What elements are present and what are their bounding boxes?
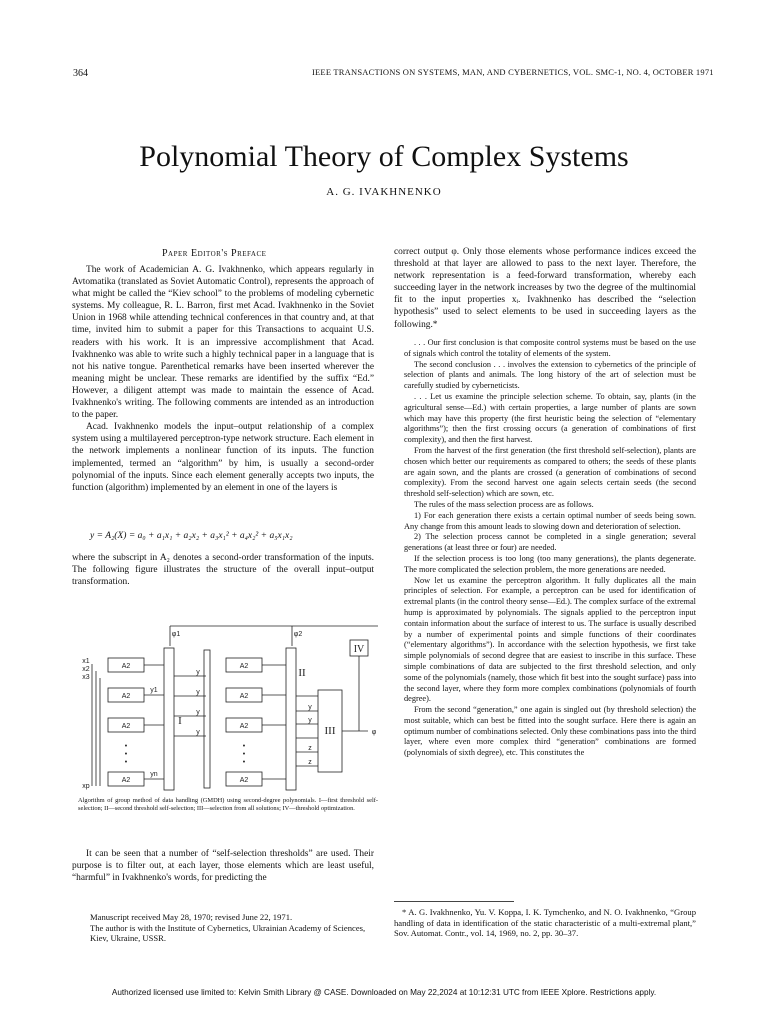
author-name: A. G. IVAKHNENKO [326,186,442,198]
svg-text:φ1: φ1 [171,631,181,638]
quote-paragraph: If the selection process is too long (too many generations), the plants degenerate. The more complicated the selection problem, the more generations are needed. [404,553,696,574]
quote-paragraph: . . . Let us examine the principle selection scheme. To obtain, say, plants (in the agricultural sense—Ed.) with certain properties, a large number of plants are sown which may have this property (the first heuristic being the selection of “elementary algorithms”); then the first crossing occurs (a generation of combinations of first complexity), and then the first harvest. [404,391,696,445]
download-notice: Authorized licensed use limited to: Kelvin Smith Library @ CASE. Downloaded on May 22,2024 at 10:12:31 UTC from IEEE Xplore. Restrictions apply. [111,988,657,997]
svg-text:y: y [196,709,200,716]
author-affiliation: The author is with the Institute of Cybernetics, Ukrainian Academy of Sciences, Kiev, Ukraine, USSR. [90,922,366,943]
svg-text:x3: x3 [82,674,90,681]
quote-paragraph: The rules of the mass selection process are as follows. [414,499,594,509]
manuscript-received: Manuscript received May 28, 1970; revised June 22, 1971. [90,912,293,922]
right-column-top [394,246,696,331]
paragraph: It can be seen that a number of “self-selection thresholds” are used. Their purpose is to filter out, at each layer, those elements which are least useful, “harmful” in Ivakhnenko's words, for predicting the [72,849,374,884]
svg-text:x2: x2 [82,666,90,673]
paper-title: Polynomial Theory of Complex Systems [139,140,629,173]
svg-text:•: • [242,751,246,758]
gmdh-diagram [78,616,378,802]
quote-paragraph: Now let us examine the perceptron algorithm. It fully duplicates all the main principles of selection. For example, a perceptron can be used for identification of extremal plants (in the control theory sense—Ed.). The complex surface of the extremal hump is approximated by polynomials. The signals applied to the perceptron input contain information about the surface of interest to us. The surface is usually described by a number of experimental points and simple functions of their coordinates (“elementary algorithms”). In accordance with the selection hypothesis, we first take simple polynomials of second degree that are easiest to inscribe in this surface. These simple combinations of data are subjected to the first threshold selection, and only some of the polynomials (namely, those which fit best into the sought surface) pass into the second layer, where they form more complex combinations (polynomials of fourth degree). [404,575,696,704]
svg-text:A2: A2 [239,777,249,784]
svg-text:φ: φ [371,729,377,736]
svg-text:A2: A2 [121,663,131,670]
svg-text:A2: A2 [121,693,131,700]
quote-paragraph: 2) The selection process cannot be completed in a single generation; several generations (at least three or four) are needed. [404,532,696,553]
svg-text:III: III [324,725,336,737]
footnote: * A. G. Ivakhnenko, Yu. V. Koppa, I. K. Tymchenko, and N. O. Ivakhnenko, “Group handling of data in identification of the static characteristic of a multi-extremal plant,” Sov. Automat. Contr., vol. 14, 1969, no. 2, pp. 30–37. [394,907,696,938]
page-number: 364 [73,68,88,79]
preface-heading: Paper Editor's Preface [162,248,267,259]
svg-text:A2: A2 [239,693,249,700]
svg-text:A2: A2 [239,663,249,670]
quote-paragraph: From the harvest of the first generation (the first threshold self-selection), plants are chosen which better our requirements as compared to others; the seeds of these plants are again sown, and the plants are crossed (a generation of combinations of second complexity). From the second harvest one again selects certain seeds (the second threshold self-selection) which are sown, etc. [404,445,696,499]
svg-text:yn: yn [150,771,158,778]
manuscript-note [90,912,374,944]
left-column-top [72,264,374,494]
svg-text:y: y [196,689,200,696]
svg-text:•: • [242,743,246,750]
svg-text:x1: x1 [82,658,90,665]
svg-text:z: z [308,759,312,766]
equation: y = A₂(X) = a₀ + a₁x₁ + a₂x₂ + a₃x₁² + a₄x₂² + a₅x₁x₂ [90,531,293,541]
left-column-bottom [72,848,374,884]
svg-text:•: • [124,743,128,750]
quote-paragraph: From the second “generation,” one again is singled out (by threshold selection) the most suitable, which can best be fitted into the sought surface. Here there is again an optimum number of combinations selected. Only these combinations pass into the third layer, where even more complex third “generation” combinations are formed (polynomials of sixth degree), etc. This constitutes the [404,705,696,758]
paragraph: Acad. Ivakhnenko models the input–output relationship of a complex system using a multilayered perceptron-type network structure. Each element in the network implements a nonlinear function of its inputs. The function implemented, termed an “algorithm” by him, is usually a second-order polynomial of the inputs. Since each element generally accepts two inputs, the function (algorithm) implemented by an element in one of the layers is [72,422,374,493]
svg-text:A2: A2 [121,777,131,784]
svg-text:y: y [308,704,312,711]
quote-paragraph: The second conclusion . . . involves the extension to cybernetics of the principle of selection of plants and animals. The long history of the art of selection must be carefully studied by cyberneticists. [404,359,696,391]
running-head: IEEE TRANSACTIONS ON SYSTEMS, MAN, AND CYBERNETICS, VOL. SMC-1, NO. 4, OCTOBER 1971 [312,67,714,77]
svg-text:•: • [242,759,246,766]
svg-text:y: y [196,729,200,736]
quote-paragraph: 1) For each generation there exists a certain optimal number of seeds being sown. Any change from this amount leads to slowing down and deterioration of selection. [404,510,696,531]
svg-text:•: • [124,751,128,758]
paragraph: where the subscript in A₂ denotes a second-order transformation of the inputs. The following figure illustrates the structure of the overall input–output transformation. [72,553,374,588]
figure-caption: Algorithm of group method of data handling (GMDH) using second-degree polynomials. I—first threshold self-selection; II—second threshold self-selection; III—selection from all solutions; IV—threshold optimization. [78,797,378,812]
svg-text:A2: A2 [239,723,249,730]
svg-text:A2: A2 [121,723,131,730]
svg-text:•: • [124,759,128,766]
svg-text:y1: y1 [150,687,158,694]
selector-I [164,648,174,790]
selector-II [286,648,296,790]
svg-text:φ2: φ2 [293,631,303,638]
svg-text:IV: IV [353,644,365,655]
paragraph: correct output φ. Only those elements whose performance indices exceed the threshold at that layer are allowed to pass to the next layer. Therefore, the network representation is a feed-forward transformation, whereby each succeeding layer in the network increases by two the degree of the multinomial fit to the input properties xᵢ. Ivakhnenko has described the “selection hypothesis” used to select elements to be used in succeeding layers as the following.* [394,247,696,330]
footnote-rule [394,901,514,902]
svg-text:y: y [196,669,200,676]
svg-text:y: y [308,717,312,724]
left-column-mid [72,552,374,588]
svg-text:II: II [298,667,306,679]
svg-text:xp: xp [82,783,90,790]
svg-text:I: I [178,715,182,727]
svg-text:z: z [308,745,312,752]
block-quote [404,338,696,759]
quote-paragraph: . . . Our first conclusion is that composite control systems must be based on the use of signals which control the totality of elements of the system. [404,338,696,358]
paragraph: The work of Academician A. G. Ivakhnenko, which appears regularly in Avtomatika (translated as Soviet Automatic Control), represents the approach of what might be called the “Kiev school” to the problems of modeling cybernetic systems. My colleague, R. L. Barron, first met Acad. Ivakhnenko in the Soviet Union in 1968 while attending technical conferences in that country and, at that time, invited him to submit a paper for this Transactions to acquaint U.S. readers with his work. It is an impressive accomplishment that Acad. Ivakhnenko was able to write such a highly technical paper in a language that is not his native tongue. Parenthetical remarks have been inserted wherever the meaning might be unclear. These remarks are identified by the suffix “Ed.” However, a diligent attempt was made to maintain the essence of Acad. Ivakhnenko's writing. The following comments are intended as an introduction to the paper. [72,265,374,421]
